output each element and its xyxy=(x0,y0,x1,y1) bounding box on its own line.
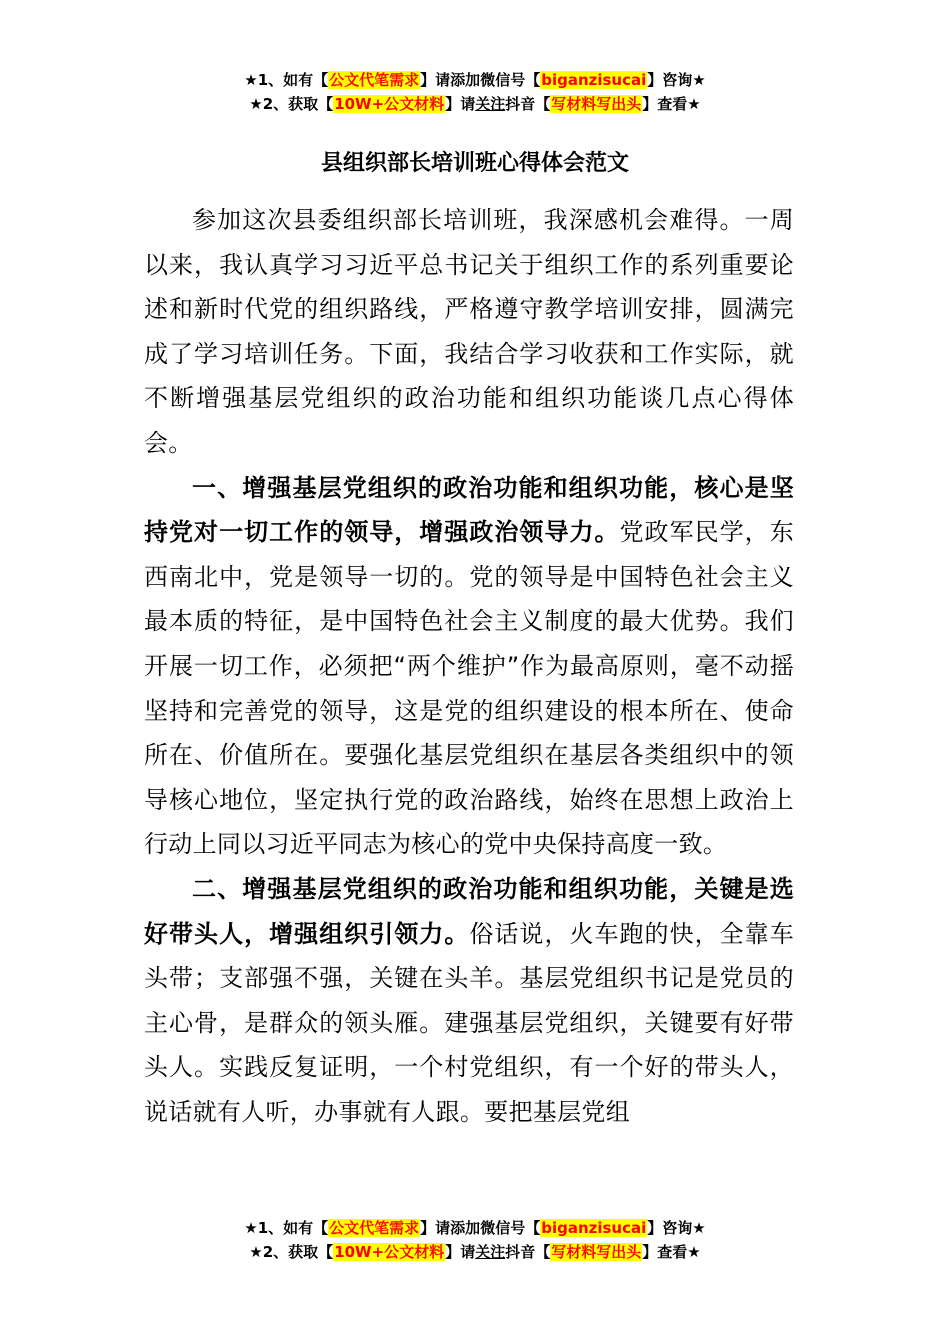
banner-text: 】查看★ xyxy=(642,1243,701,1261)
section-1-text: 党政军民学，东西南北中，党是领导一切的。党的领导是中国特色社会主义最本质的特征，是中国特色社会主义制度的最大优势。我们开展一切工作，必须把“两个维护”作为最高原则，毫不动摇坚持和完善党的领导，这是党的组织建设的根本所在、使命所在、价值所在。要强化基层党组织在基层各类组织中的领导核心地位，坚定执行党的政治路线，始终在思想上政治上行动上同以习近平同志为核心的党中央保持高度一致。 xyxy=(144,518,794,859)
paragraph-section-1 xyxy=(144,466,794,867)
banner-text: 】咨询★ xyxy=(647,71,706,89)
paragraph-section-2 xyxy=(144,867,794,1135)
banner-highlight: 公文代笔需求 xyxy=(329,71,420,89)
banner-highlight: 公文代笔需求 xyxy=(329,1219,420,1237)
banner-text: 】请添加 xyxy=(420,71,481,89)
banner-text: 】查看★ xyxy=(642,95,701,113)
paragraph-intro: 参加这次县委组织部长培训班，我深感机会难得。一周以来，我认真学习习近平总书记关于组织工作的系列重要论述和新时代党的组织路线，严格遵守教学培训安排，圆满完成了学习培训任务。下面，我结合学习收获和工作实际，就不断增强基层党组织的政治功能和组织功能谈几点心得体会。 xyxy=(144,206,794,457)
banner-highlight-wechat: biganzisucai xyxy=(541,71,647,89)
header-banner xyxy=(0,68,950,116)
banner-line-1 xyxy=(0,68,950,92)
banner-text: ★2、获取【 xyxy=(249,1243,334,1261)
document-title: 县组织部长培训班心得体会范文 xyxy=(320,151,629,176)
banner-text: 抖音【 xyxy=(505,1243,551,1261)
banner-line-1 xyxy=(0,1216,950,1240)
banner-text: 微信号【 xyxy=(480,1219,541,1237)
banner-text: 微信号【 xyxy=(480,71,541,89)
banner-text: 】咨询★ xyxy=(647,1219,706,1237)
banner-text: ★1、如有【 xyxy=(244,71,329,89)
banner-text: 】请添加 xyxy=(420,1219,481,1237)
banner-text: 】请 xyxy=(445,95,476,113)
banner-highlight-douyin: 写材料写出头 xyxy=(551,95,642,113)
section-2-text: 俗话说，火车跑的快，全靠车头带；支部强不强，关键在头羊。基层党组织书记是党员的主心骨，是群众的领头雁。建强基层党组织，关键要有好带头人。实践反复证明，一个村党组织，有一个好的带头人，说话就有人听，办事就有人跟。要把基层党组 xyxy=(144,919,794,1126)
banner-text: 】请 xyxy=(445,1243,476,1261)
banner-underline: 关注 xyxy=(475,95,506,113)
section-1-heading: 一、增强基层党组织的政治功能和组织功能，核心是坚持党对一切工作的领导，增强政治领导力。 xyxy=(144,473,794,547)
banner-line-2 xyxy=(0,1240,950,1264)
banner-highlight-douyin: 写材料写出头 xyxy=(551,1243,642,1261)
banner-text: ★1、如有【 xyxy=(244,1219,329,1237)
banner-line-2 xyxy=(0,92,950,116)
banner-highlight-wechat: biganzisucai xyxy=(541,1219,647,1237)
footer-banner xyxy=(0,1216,950,1264)
banner-text: ★2、获取【 xyxy=(249,95,334,113)
banner-underline: 关注 xyxy=(475,1243,506,1261)
banner-text: 抖音【 xyxy=(505,95,551,113)
document-body xyxy=(144,198,794,1134)
section-2-heading: 二、增强基层党组织的政治功能和组织功能，关键是选好带头人，增强组织引领力。 xyxy=(144,874,794,948)
banner-highlight: 10W+公文材料 xyxy=(334,1243,445,1261)
banner-highlight: 10W+公文材料 xyxy=(334,95,445,113)
